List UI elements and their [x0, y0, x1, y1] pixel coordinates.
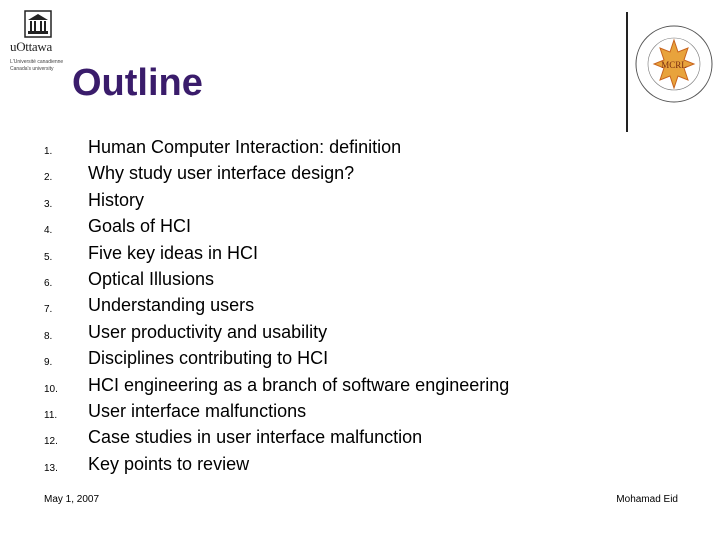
item-number: 4.: [44, 225, 53, 237]
item-number: 3.: [44, 198, 53, 210]
item-text: Human Computer Interaction: definition: [88, 137, 402, 157]
seal-initials: MCRL: [661, 60, 687, 70]
item-number: 1.: [44, 146, 53, 157]
footer-date: May 1, 2007: [44, 494, 100, 505]
item-text: Disciplines contributing to HCI: [88, 348, 329, 369]
item-text: History: [88, 189, 145, 210]
item-text: Why study user interface design?: [88, 163, 355, 184]
item-number: 12.: [44, 436, 58, 448]
item-number: 9.: [44, 357, 53, 369]
item-text: User interface malfunctions: [88, 401, 307, 421]
university-building-icon: [24, 10, 52, 38]
header-divider: [626, 12, 628, 132]
item-number: 8.: [44, 330, 53, 342]
item-number: 10.: [44, 383, 58, 395]
item-number: 7.: [44, 304, 53, 316]
item-text: Goals of HCI: [88, 216, 192, 237]
university-logo: [4, 6, 68, 72]
lab-seal-logo: [630, 12, 716, 112]
item-text: Key points to review: [88, 453, 250, 474]
slide-title: Outline: [72, 62, 203, 104]
university-tagline-1: L'Université canadienne: [10, 59, 64, 65]
item-number: 6.: [44, 278, 53, 289]
university-tagline-2: Canada's university: [10, 66, 54, 72]
item-number: 2.: [44, 172, 53, 184]
item-text: Understanding users: [88, 295, 255, 316]
item-number: 5.: [44, 251, 53, 263]
item-text: User productivity and usability: [88, 321, 328, 342]
item-text: Optical Illusions: [88, 269, 215, 289]
university-name: uOttawa: [10, 39, 52, 54]
item-number: 13.: [44, 462, 58, 474]
item-text: Case studies in user interface malfunction: [88, 427, 423, 448]
item-text: HCI engineering as a branch of software engineering: [88, 374, 510, 395]
item-text: Five key ideas in HCI: [88, 242, 259, 263]
item-number: 11.: [44, 410, 58, 421]
footer-author: Mohamad Eid: [616, 494, 678, 505]
